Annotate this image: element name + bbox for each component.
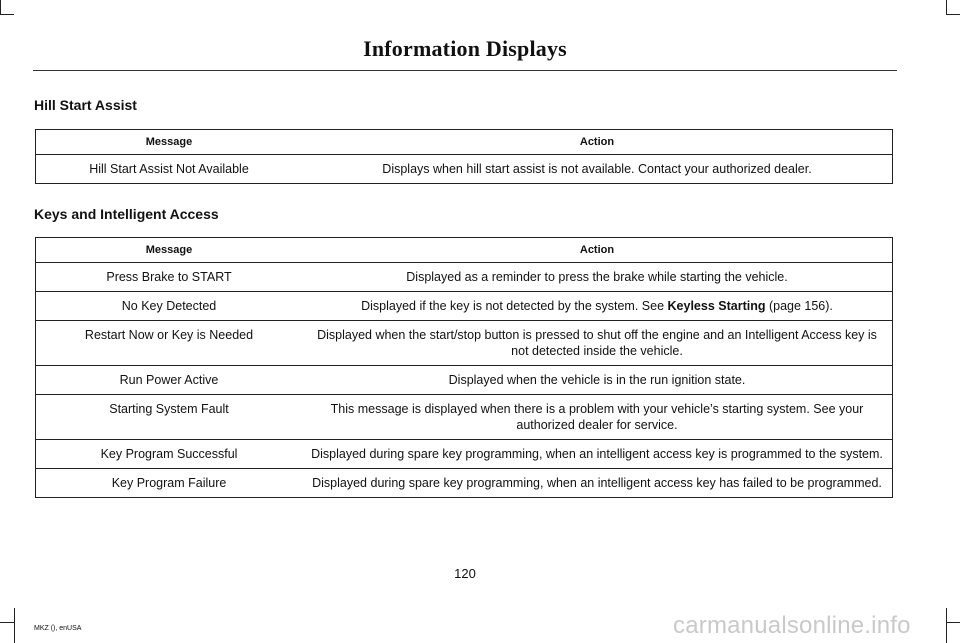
keys-table: [35, 237, 893, 498]
action-cell: Displayed during spare key programming, when an intelligent access key has failed to be programmed.: [302, 469, 893, 498]
crop-mark: [14, 608, 15, 643]
action-cell: Displayed when the vehicle is in the run ignition state.: [302, 366, 893, 395]
table-header-row: [36, 130, 893, 155]
table-row: [36, 440, 893, 469]
crop-mark: [0, 14, 14, 15]
page-number: 120: [454, 566, 476, 581]
crop-mark: [946, 622, 960, 623]
page-reference: (page 156).: [765, 299, 833, 313]
table-header-row: [36, 238, 893, 263]
action-cell: Displayed as a reminder to press the brake while starting the vehicle.: [302, 263, 893, 292]
crop-mark: [946, 14, 960, 15]
column-header-action: Action: [302, 130, 893, 155]
document-code: MKZ (), enUSA: [34, 625, 82, 632]
action-cell: Displays when hill start assist is not available. Contact your authorized dealer.: [302, 155, 893, 184]
table-row: [36, 366, 893, 395]
table-row: [36, 155, 893, 184]
hill-start-table: [35, 129, 893, 184]
message-cell: Press Brake to START: [36, 263, 303, 292]
message-cell: Key Program Failure: [36, 469, 303, 498]
action-text: Displayed if the key is not detected by the system. See: [361, 299, 668, 313]
message-cell: Starting System Fault: [36, 395, 303, 440]
section-heading-hill-start: Hill Start Assist: [34, 97, 137, 113]
table-row: [36, 263, 893, 292]
column-header-message: Message: [36, 130, 303, 155]
table-row: [36, 395, 893, 440]
column-header-action: Action: [302, 238, 893, 263]
action-cell: Displayed during spare key programming, when an intelligent access key is programmed to the system.: [302, 440, 893, 469]
crop-mark: [0, 622, 14, 623]
crop-mark: [946, 0, 947, 14]
watermark: carmanualsonline.info: [673, 612, 911, 639]
crop-mark: [946, 608, 947, 643]
header-divider: [33, 70, 897, 71]
message-cell: Key Program Successful: [36, 440, 303, 469]
page-title: Information Displays: [363, 36, 567, 61]
crop-mark: [0, 0, 1, 14]
action-cell: [302, 292, 893, 321]
column-header-message: Message: [36, 238, 303, 263]
section-heading-keys: Keys and Intelligent Access: [34, 206, 219, 222]
message-cell: Run Power Active: [36, 366, 303, 395]
message-cell: Hill Start Assist Not Available: [36, 155, 303, 184]
cross-reference-link[interactable]: Keyless Starting: [667, 299, 766, 313]
message-cell: Restart Now or Key is Needed: [36, 321, 303, 366]
table-row: [36, 292, 893, 321]
action-cell: This message is displayed when there is a problem with your vehicle’s starting system. See your authorized dealer for service.: [302, 395, 893, 440]
action-cell: Displayed when the start/stop button is pressed to shut off the engine and an Intelligent Access key is not detected inside the vehicle.: [302, 321, 893, 366]
table-row: [36, 469, 893, 498]
message-cell: No Key Detected: [36, 292, 303, 321]
table-row: [36, 321, 893, 366]
